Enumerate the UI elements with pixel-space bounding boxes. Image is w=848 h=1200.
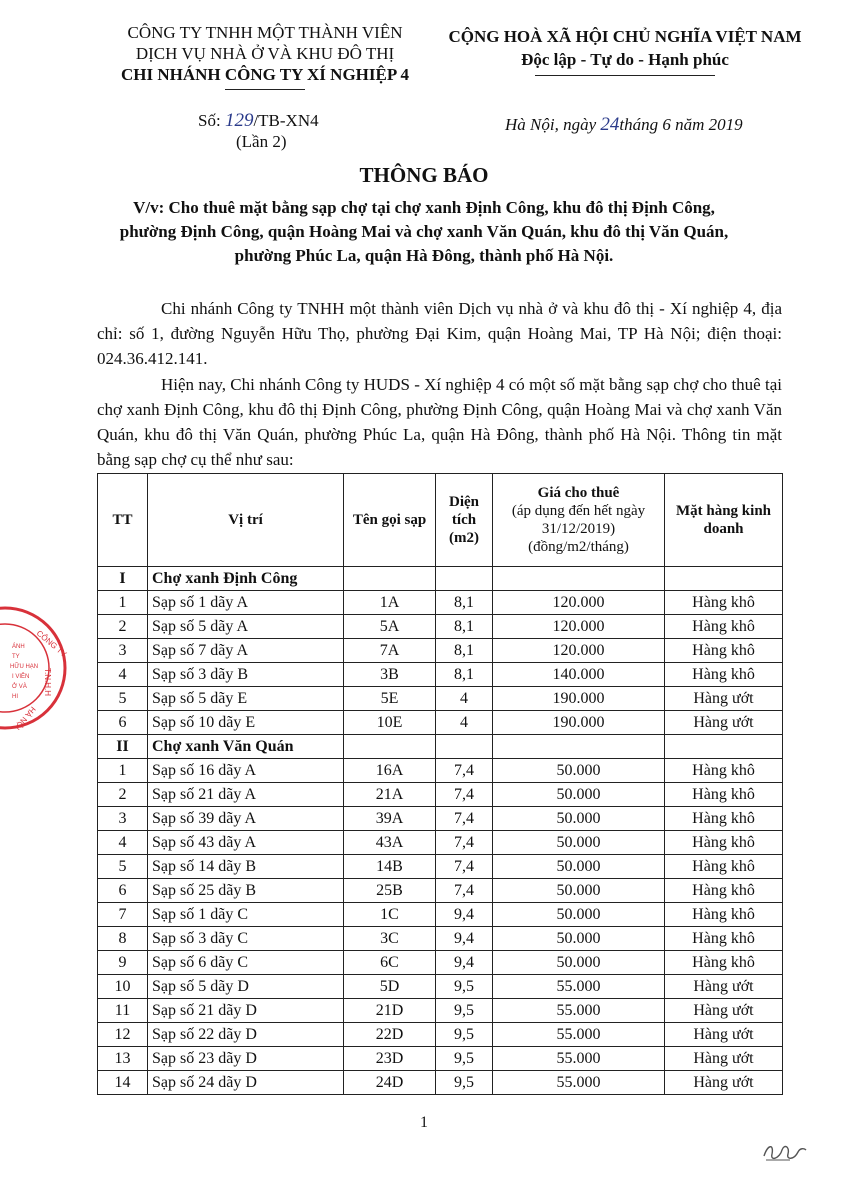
row-area: 9,4: [436, 927, 493, 951]
national-motto-line-2: Độc lập - Tự do - Hạnh phúc: [521, 50, 729, 69]
row-location: Sạp số 39 dãy A: [148, 807, 344, 831]
empty-cell: [665, 567, 783, 591]
row-location: Sạp số 43 dãy A: [148, 831, 344, 855]
row-goods: Hàng ướt: [665, 1071, 783, 1095]
issuer-line-2: DỊCH VỤ NHÀ Ở VÀ KHU ĐÔ THỊ: [135, 44, 395, 63]
national-motto-line-1: CỘNG HOÀ XÃ HỘI CHỦ NGHĨA VIỆT NAM: [448, 27, 802, 46]
row-stall-name: 6C: [344, 951, 436, 975]
row-area: 9,5: [436, 975, 493, 999]
row-stall-name: 1C: [344, 903, 436, 927]
row-goods: Hàng ướt: [665, 1047, 783, 1071]
empty-cell: [493, 735, 665, 759]
initials-signature: [760, 1138, 810, 1164]
row-price: 190.000: [493, 711, 665, 735]
row-price: 120.000: [493, 591, 665, 615]
row-location: Sạp số 3 dãy C: [148, 927, 344, 951]
row-tt: 5: [98, 855, 148, 879]
document-subject: [60, 196, 788, 268]
empty-cell: [665, 735, 783, 759]
row-location: Sạp số 1 dãy A: [148, 591, 344, 615]
row-tt: 4: [98, 663, 148, 687]
table-row: [98, 687, 783, 711]
table-row: [98, 975, 783, 999]
row-price: 50.000: [493, 807, 665, 831]
subject-line-1: V/v: Cho thuê mặt bằng sạp chợ tại chợ xanh Định Công, khu đô thị Định Công,: [133, 198, 715, 217]
doc-number-suffix: /TB-XN4: [253, 111, 319, 130]
svg-text:T.N.H.H: T.N.H.H: [43, 668, 52, 696]
header-price: [493, 474, 665, 567]
issuer-line-1: CÔNG TY TNHH MỘT THÀNH VIÊN: [127, 23, 403, 42]
header-goods: Mặt hàng kinh doanh: [665, 474, 783, 567]
empty-cell: [436, 735, 493, 759]
row-goods: Hàng khô: [665, 759, 783, 783]
row-area: 7,4: [436, 879, 493, 903]
table-row: [98, 927, 783, 951]
document-date: [505, 114, 743, 136]
row-location: Sạp số 5 dãy A: [148, 615, 344, 639]
row-stall-name: 5D: [344, 975, 436, 999]
row-location: Sạp số 5 dãy D: [148, 975, 344, 999]
header-area: Diện tích (m2): [436, 474, 493, 567]
row-tt: 12: [98, 1023, 148, 1047]
row-goods: Hàng khô: [665, 855, 783, 879]
date-prefix: Hà Nội, ngày: [505, 115, 597, 134]
row-area: 7,4: [436, 783, 493, 807]
row-tt: 6: [98, 879, 148, 903]
row-area: 9,5: [436, 1071, 493, 1095]
row-price: 50.000: [493, 951, 665, 975]
row-price: 140.000: [493, 663, 665, 687]
row-goods: Hàng khô: [665, 639, 783, 663]
row-area: 4: [436, 711, 493, 735]
row-tt: 3: [98, 807, 148, 831]
date-day-handwritten: 24: [600, 114, 620, 135]
row-location: Sạp số 24 dãy D: [148, 1071, 344, 1095]
empty-cell: [344, 735, 436, 759]
national-underline: [535, 75, 715, 76]
date-suffix: tháng 6 năm 2019: [619, 115, 743, 134]
table-row: [98, 639, 783, 663]
row-stall-name: 22D: [344, 1023, 436, 1047]
row-area: 9,4: [436, 951, 493, 975]
row-tt: 3: [98, 639, 148, 663]
row-price: 55.000: [493, 975, 665, 999]
row-area: 7,4: [436, 855, 493, 879]
table-row: [98, 879, 783, 903]
company-stamp: [0, 598, 70, 738]
row-stall-name: 23D: [344, 1047, 436, 1071]
svg-text:HỮU HẠN: HỮU HẠN: [10, 664, 39, 670]
row-stall-name: 25B: [344, 879, 436, 903]
row-price: 50.000: [493, 903, 665, 927]
row-area: 8,1: [436, 663, 493, 687]
row-price: 50.000: [493, 927, 665, 951]
national-header: [440, 26, 810, 70]
table-row: [98, 903, 783, 927]
header-price-note: (áp dụng đến hết ngày 31/12/2019): [511, 503, 646, 537]
row-area: 9,5: [436, 1023, 493, 1047]
row-price: 50.000: [493, 759, 665, 783]
row-goods: Hàng ướt: [665, 687, 783, 711]
table-row: [98, 783, 783, 807]
row-tt: 13: [98, 1047, 148, 1071]
section-row-section1: [98, 567, 783, 591]
row-goods: Hàng khô: [665, 591, 783, 615]
table-row: [98, 951, 783, 975]
table-row: [98, 999, 783, 1023]
row-goods: Hàng ướt: [665, 711, 783, 735]
section-number: I: [98, 567, 148, 591]
section-row-section2: [98, 735, 783, 759]
svg-text:Ở VÀ: Ở VÀ: [12, 684, 27, 690]
row-stall-name: 16A: [344, 759, 436, 783]
row-tt: 6: [98, 711, 148, 735]
row-location: Sạp số 16 dãy A: [148, 759, 344, 783]
row-tt: 4: [98, 831, 148, 855]
row-goods: Hàng khô: [665, 879, 783, 903]
row-goods: Hàng khô: [665, 615, 783, 639]
table-header-row: [98, 474, 783, 567]
table-row: [98, 855, 783, 879]
notice-paragraph: Hiện nay, Chi nhánh Công ty HUDS - Xí nghiệp 4 có một số mặt bằng sạp chợ cho thuê tại chợ xanh Định Công, khu đô thị Định Công, phường Định Công, quận Hoàng Mai và chợ xanh Văn Quán, khu đô thị Văn Quán, phường Phúc La, quận Hà Đông, thành phố Hà Nội. Thông tin mặt bằng sạp chợ cụ thể như sau:: [97, 375, 782, 469]
row-location: Sạp số 25 dãy B: [148, 879, 344, 903]
intro-paragraph: Chi nhánh Công ty TNHH một thành viên Dịch vụ nhà ở và khu đô thị - Xí nghiệp 4, địa chỉ: số 1, đường Nguyễn Hữu Thọ, phường Đại Kim, quận Hoàng Mai, TP Hà Nội; điện thoại: 024.36.412.141.: [97, 299, 782, 368]
empty-cell: [436, 567, 493, 591]
section-name: Chợ xanh Định Công: [148, 567, 344, 591]
svg-text:HI: HI: [12, 694, 18, 700]
row-stall-name: 5A: [344, 615, 436, 639]
empty-cell: [493, 567, 665, 591]
row-tt: 10: [98, 975, 148, 999]
row-goods: Hàng ướt: [665, 1023, 783, 1047]
row-area: 4: [436, 687, 493, 711]
page-number: 1: [420, 1114, 428, 1131]
row-price: 50.000: [493, 783, 665, 807]
doc-number-prefix: Số:: [198, 111, 221, 130]
header-location: Vị trí: [148, 474, 344, 567]
header-tt: TT: [98, 474, 148, 567]
row-area: 9,5: [436, 1047, 493, 1071]
row-price: 55.000: [493, 1023, 665, 1047]
row-goods: Hàng ướt: [665, 999, 783, 1023]
document-title: THÔNG BÁO: [359, 163, 489, 187]
row-stall-name: 21A: [344, 783, 436, 807]
row-area: 7,4: [436, 759, 493, 783]
row-stall-name: 14B: [344, 855, 436, 879]
row-price: 55.000: [493, 1071, 665, 1095]
svg-text:CÔNG TY: CÔNG TY: [34, 628, 69, 659]
row-stall-name: 3B: [344, 663, 436, 687]
table-row: [98, 1023, 783, 1047]
row-location: Sạp số 14 dãy B: [148, 855, 344, 879]
row-price: 120.000: [493, 639, 665, 663]
row-price: 190.000: [493, 687, 665, 711]
row-area: 8,1: [436, 591, 493, 615]
row-stall-name: 10E: [344, 711, 436, 735]
table-row: [98, 1047, 783, 1071]
section-name: Chợ xanh Văn Quán: [148, 735, 344, 759]
header-price-title: Giá cho thuê: [537, 485, 620, 501]
row-goods: Hàng khô: [665, 783, 783, 807]
row-area: 8,1: [436, 639, 493, 663]
svg-text:ÁNH: ÁNH: [12, 644, 25, 650]
row-area: 8,1: [436, 615, 493, 639]
row-location: Sạp số 22 dãy D: [148, 1023, 344, 1047]
table-row: [98, 591, 783, 615]
row-stall-name: 5E: [344, 687, 436, 711]
row-location: Sạp số 10 dãy E: [148, 711, 344, 735]
doc-number-handwritten: 129: [224, 110, 254, 131]
table-row: [98, 663, 783, 687]
row-stall-name: 3C: [344, 927, 436, 951]
svg-text:I VIÊN: I VIÊN: [12, 674, 30, 680]
row-stall-name: 24D: [344, 1071, 436, 1095]
row-location: Sạp số 6 dãy C: [148, 951, 344, 975]
header-price-unit: (đồng/m2/tháng): [528, 539, 629, 555]
row-tt: 14: [98, 1071, 148, 1095]
row-area: 9,5: [436, 999, 493, 1023]
empty-cell: [344, 567, 436, 591]
row-tt: 2: [98, 783, 148, 807]
section-number: II: [98, 735, 148, 759]
row-location: Sạp số 1 dãy C: [148, 903, 344, 927]
row-location: Sạp số 21 dãy D: [148, 999, 344, 1023]
row-price: 50.000: [493, 879, 665, 903]
svg-text:HÀ NỘI: HÀ NỘI: [12, 704, 38, 732]
row-stall-name: 7A: [344, 639, 436, 663]
issuer-underline: [225, 89, 305, 90]
table-row: [98, 807, 783, 831]
row-area: 7,4: [436, 831, 493, 855]
table-row: [98, 711, 783, 735]
subject-line-2: phường Định Công, quận Hoàng Mai và chợ xanh Văn Quán, khu đô thị Văn Quán,: [119, 222, 729, 241]
table-row: [98, 831, 783, 855]
row-goods: Hàng khô: [665, 903, 783, 927]
row-goods: Hàng khô: [665, 927, 783, 951]
row-tt: 1: [98, 591, 148, 615]
row-location: Sạp số 5 dãy E: [148, 687, 344, 711]
row-price: 55.000: [493, 1047, 665, 1071]
row-location: Sạp số 7 dãy A: [148, 639, 344, 663]
row-tt: 1: [98, 759, 148, 783]
row-area: 9,4: [436, 903, 493, 927]
row-tt: 8: [98, 927, 148, 951]
stall-table: [97, 473, 783, 1095]
table-row: [98, 615, 783, 639]
row-goods: Hàng khô: [665, 663, 783, 687]
row-tt: 5: [98, 687, 148, 711]
row-stall-name: 43A: [344, 831, 436, 855]
subject-line-3: phường Phúc La, quận Hà Đông, thành phố Hà Nội.: [234, 246, 614, 265]
row-stall-name: 21D: [344, 999, 436, 1023]
header-stall-name: Tên gọi sạp: [344, 474, 436, 567]
row-price: 50.000: [493, 855, 665, 879]
svg-text:TY: TY: [12, 654, 20, 660]
row-goods: Hàng khô: [665, 951, 783, 975]
row-goods: Hàng ướt: [665, 975, 783, 999]
row-price: 120.000: [493, 615, 665, 639]
issuer-header: [100, 22, 430, 85]
row-tt: 11: [98, 999, 148, 1023]
row-price: 50.000: [493, 831, 665, 855]
row-price: 55.000: [493, 999, 665, 1023]
document-number: [198, 110, 319, 132]
row-stall-name: 1A: [344, 591, 436, 615]
row-goods: Hàng khô: [665, 807, 783, 831]
row-location: Sạp số 3 dãy B: [148, 663, 344, 687]
issuer-line-3: CHI NHÁNH CÔNG TY XÍ NGHIỆP 4: [120, 65, 410, 84]
document-revision: (Lần 2): [236, 132, 287, 151]
row-goods: Hàng khô: [665, 831, 783, 855]
table-row: [98, 759, 783, 783]
row-location: Sạp số 23 dãy D: [148, 1047, 344, 1071]
row-stall-name: 39A: [344, 807, 436, 831]
table-row: [98, 1071, 783, 1095]
row-area: 7,4: [436, 807, 493, 831]
row-tt: 7: [98, 903, 148, 927]
row-tt: 9: [98, 951, 148, 975]
row-tt: 2: [98, 615, 148, 639]
row-location: Sạp số 21 dãy A: [148, 783, 344, 807]
